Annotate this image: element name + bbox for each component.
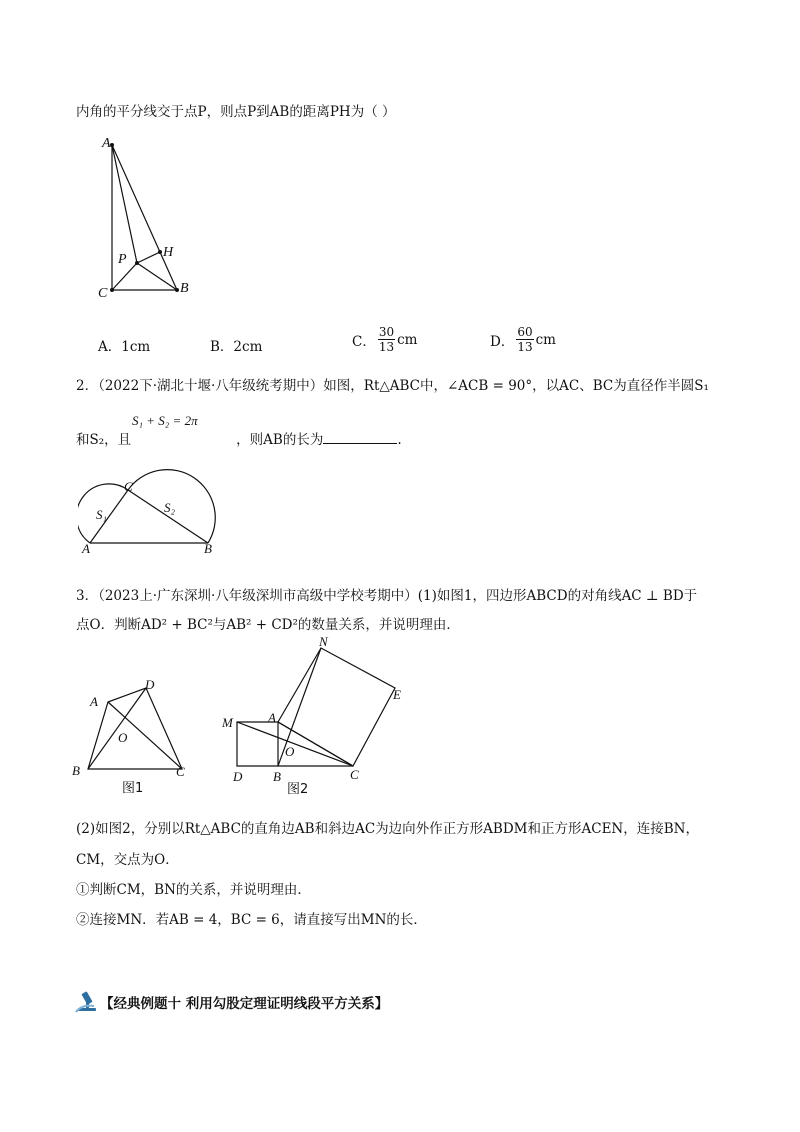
q2-line2 (76, 428, 402, 448)
option-a: A．1cm (98, 339, 151, 355)
q1-stem: 内角的平分线交于点P，则点P到AB的距离PH为（ ） (76, 104, 396, 120)
q2-line1: 2．（2022下·湖北十堰·八年级统考期中）如图，Rt△ABC中，∠ACB = 90°，以AC、BC为直径作半圆S₁ (76, 378, 709, 394)
microscope-icon (74, 990, 100, 1014)
q2-line2-b: ，则AB的长为 (236, 432, 324, 448)
label-c: C (98, 286, 108, 300)
label-b: B (180, 281, 189, 296)
fig2-caption: 图2 (287, 782, 309, 797)
label-d: D (145, 677, 155, 692)
option-c-num: 30 (378, 325, 395, 339)
q2-figure (78, 468, 228, 558)
label-c: C (176, 764, 185, 779)
option-c (352, 325, 418, 354)
label-b: B (72, 763, 80, 778)
q2-line2-a: 和S₂，且 (76, 432, 132, 448)
q3-part2-line2: CM，交点为O． (76, 852, 179, 868)
q2-formula: S₁ + S₂ = 2π (132, 413, 198, 428)
label-s2: S₂ (164, 500, 176, 515)
label-m: M (222, 715, 233, 730)
option-d (490, 325, 556, 354)
option-c-fraction (378, 325, 395, 354)
label-n: N (319, 634, 328, 649)
option-c-unit: cm (397, 331, 418, 348)
label-a: A (82, 541, 90, 556)
q2-line2-end: . (397, 432, 402, 448)
option-d-prefix: D． (490, 333, 515, 350)
label-d: D (233, 769, 243, 784)
label-s1: S₁ (96, 507, 108, 522)
answer-blank (323, 431, 397, 444)
label-a: A (102, 136, 111, 151)
option-c-prefix: C． (352, 333, 376, 350)
q3-line1: 3．（2023上·广东深圳·八年级深圳市高级中学校考期中）(1)如图1，四边形ABCD的对角线AC ⊥ BD于 (76, 588, 698, 604)
option-d-num: 60 (517, 325, 533, 339)
label-o: O (118, 730, 128, 745)
option-c-den: 13 (378, 340, 395, 354)
fig1-caption: 图1 (122, 781, 144, 796)
q3-sub1: ①判断CM，BN的关系，并说明理由． (76, 882, 311, 898)
q3-figure-2 (215, 630, 415, 800)
label-p: P (118, 252, 127, 267)
label-c: C (124, 479, 133, 494)
label-c: C (350, 767, 359, 782)
section-heading-text: 【经典例题十 利用勾股定理证明线段平方关系】 (100, 996, 389, 1012)
q3-sub2: ②连接MN．若AB = 4，BC = 6，请直接写出MN的长． (76, 912, 427, 928)
option-b: B．2cm (210, 339, 263, 355)
q3-figure-1 (70, 672, 200, 800)
label-b: B (273, 769, 281, 784)
label-a: A (90, 694, 98, 709)
label-b: B (204, 541, 212, 556)
label-a: A (268, 710, 276, 725)
label-e: E (393, 687, 401, 702)
label-o: O (285, 744, 295, 759)
label-h: H (163, 245, 174, 260)
option-d-fraction (516, 325, 533, 354)
q3-line2: 点O．判断AD² + BC²与AB² + CD²的数量关系，并说明理由． (76, 617, 460, 633)
option-d-den: 13 (517, 340, 533, 354)
q1-figure (95, 130, 205, 300)
q3-part2-line1: (2)如图2，分别以Rt△ABC的直角边AB和斜边AC为边向外作正方形ABDM和正方形ACEN，连接BN， (76, 821, 699, 837)
section-heading (74, 990, 388, 1014)
option-d-unit: cm (535, 331, 556, 348)
